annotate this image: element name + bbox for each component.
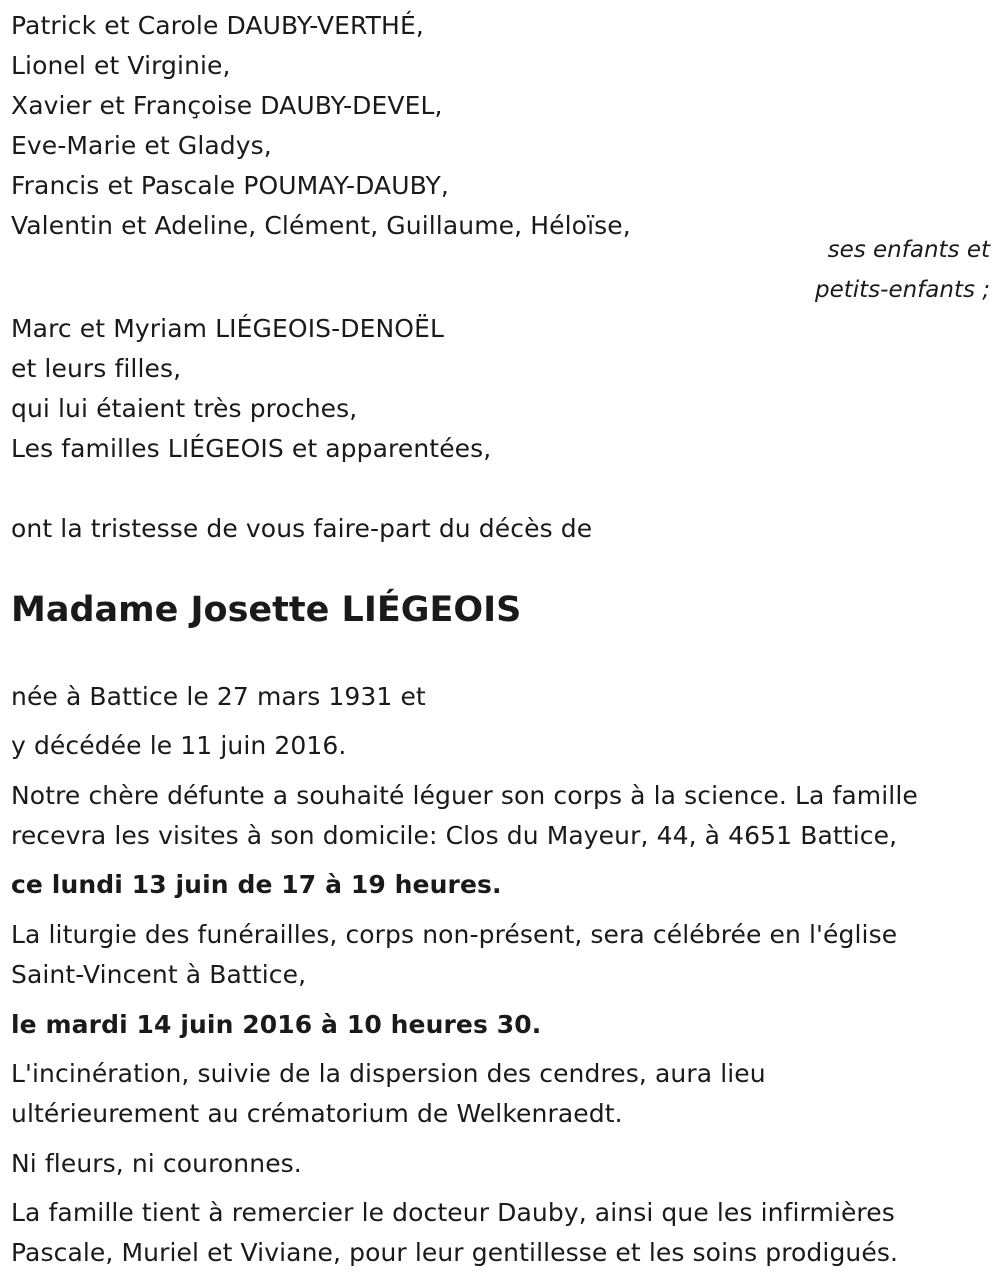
family-line: Valentin et Adeline, Clément, Guillaume, Héloïse, <box>11 211 631 240</box>
visits-text: recevra les visites à son domicile: Clos du Mayeur, 44, à 4651 Battice, <box>11 821 898 850</box>
liturgy-time: le mardi 14 juin 2016 à 10 heures 30. <box>11 1010 542 1039</box>
family-relation: petits-enfants ; <box>814 277 990 303</box>
relatives-line: et leurs filles, <box>11 354 182 383</box>
deceased-name: Madame Josette LIÉGEOIS <box>11 590 522 630</box>
relatives-line: Marc et Myriam LIÉGEOIS-DENOËL <box>11 314 445 343</box>
relatives-line: qui lui étaient très proches, <box>11 394 358 423</box>
cremation-text: L'incinération, suivie de la dispersion des cendres, aura lieu <box>11 1059 766 1088</box>
liturgy-text: Saint-Vincent à Battice, <box>11 960 307 989</box>
family-line: Francis et Pascale POUMAY-DAUBY, <box>11 171 449 200</box>
thanks-text: Pascale, Muriel et Viviane, pour leur gentillesse et les soins prodigués. <box>11 1238 899 1267</box>
birth-text: née à Battice le 27 mars 1931 et <box>11 682 426 711</box>
family-relation: ses enfants et <box>827 237 990 263</box>
death-text: y décédée le 11 juin 2016. <box>11 731 347 760</box>
thanks-text: La famille tient à remercier le docteur Dauby, ainsi que les infirmières <box>11 1198 895 1227</box>
announcement-text: ont la tristesse de vous faire-part du décès de <box>11 514 593 543</box>
family-line: Lionel et Virginie, <box>11 51 231 80</box>
family-line: Eve-Marie et Gladys, <box>11 131 272 160</box>
family-line: Patrick et Carole DAUBY-VERTHÉ, <box>11 11 424 40</box>
cremation-text: ultérieurement au crématorium de Welkenraedt. <box>11 1099 623 1128</box>
flowers-text: Ni fleurs, ni couronnes. <box>11 1149 302 1178</box>
family-line: Xavier et Françoise DAUBY-DEVEL, <box>11 91 443 120</box>
visits-time: ce lundi 13 juin de 17 à 19 heures. <box>11 870 502 899</box>
liturgy-text: La liturgie des funérailles, corps non-présent, sera célébrée en l'église <box>11 920 898 949</box>
visits-text: Notre chère défunte a souhaité léguer son corps à la science. La famille <box>11 781 918 810</box>
relatives-line: Les familles LIÉGEOIS et apparentées, <box>11 434 492 463</box>
